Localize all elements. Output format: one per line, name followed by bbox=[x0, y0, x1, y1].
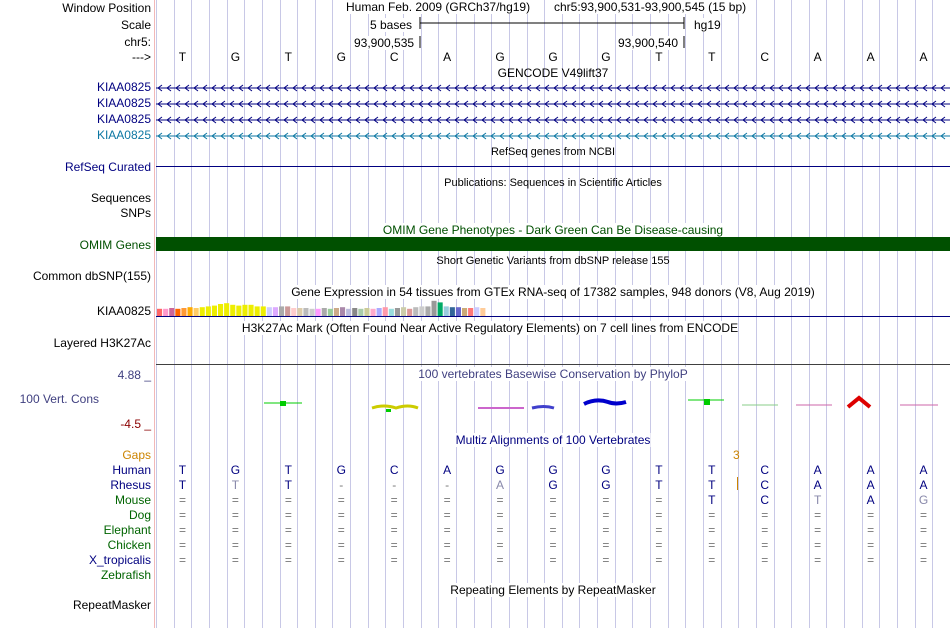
gtex-tissue-bar bbox=[291, 308, 296, 316]
alignment-base: A bbox=[866, 463, 875, 477]
alignment-base: = bbox=[920, 538, 928, 552]
alignment-base: T bbox=[284, 478, 292, 492]
alignment-base: = bbox=[284, 508, 292, 522]
gtex-tissue-bar bbox=[175, 309, 180, 316]
alignment-base: = bbox=[496, 553, 504, 567]
refseq-feature-line[interactable] bbox=[156, 166, 950, 167]
alignment-base: = bbox=[549, 523, 557, 537]
dbsnp-track-title: Short Genetic Variants from dbSNP release 155 bbox=[436, 255, 670, 267]
base-letter: A bbox=[866, 50, 875, 64]
gtex-tissue-bar bbox=[230, 305, 235, 316]
gtex-tissue-bar bbox=[249, 305, 254, 316]
alignment-base: = bbox=[920, 553, 928, 567]
alignment-base: = bbox=[390, 508, 398, 522]
base-letter: T bbox=[655, 50, 663, 64]
gencode-item-label[interactable]: KIAA0825 bbox=[96, 80, 151, 94]
window-position-label: Window Position bbox=[62, 1, 151, 15]
gaps-label: Gaps bbox=[122, 448, 151, 462]
gtex-tissue-bar bbox=[474, 307, 479, 316]
alignment-base: = bbox=[708, 538, 716, 552]
alignment-base: = bbox=[337, 538, 345, 552]
alignment-base: = bbox=[231, 493, 239, 507]
omim-feature-bar[interactable] bbox=[156, 237, 950, 251]
alignment-base: T bbox=[708, 463, 716, 477]
coord-right: 93,900,540 bbox=[618, 36, 679, 50]
refseq-track-label[interactable]: RefSeq Curated bbox=[64, 160, 151, 174]
gap-marker bbox=[737, 477, 738, 490]
repeatmasker-track-title: Repeating Elements by RepeatMasker bbox=[450, 583, 656, 597]
gtex-tissue-bar bbox=[364, 308, 369, 316]
gtex-tissue-bar bbox=[456, 307, 461, 316]
phylop-track-label[interactable]: 100 Vert. Cons bbox=[19, 392, 99, 406]
alignment-base: = bbox=[337, 523, 345, 537]
alignment-base: = bbox=[178, 508, 186, 522]
alignment-base: G bbox=[601, 478, 611, 492]
gtex-tissue-bar bbox=[395, 308, 400, 316]
gtex-tissue-bar bbox=[419, 306, 424, 316]
gtex-tissue-bar bbox=[181, 308, 186, 316]
alignment-base: = bbox=[231, 538, 239, 552]
alignment-base: = bbox=[761, 553, 769, 567]
phylop-track-title: 100 vertebrates Basewise Conservation by PhyloP bbox=[418, 367, 688, 381]
alignment-base: T bbox=[813, 493, 822, 507]
alignment-base: = bbox=[496, 538, 504, 552]
alignment-base: = bbox=[231, 523, 239, 537]
gencode-transcript bbox=[156, 101, 950, 107]
alignment-base: = bbox=[867, 523, 875, 537]
h3k27ac-track-title: H3K27Ac Mark (Often Found Near Active Regulatory Elements) on 7 cell lines from ENCODE bbox=[241, 321, 739, 335]
alignment-base: = bbox=[920, 508, 928, 522]
alignment-base: = bbox=[761, 538, 769, 552]
gtex-tissue-bar bbox=[297, 308, 302, 316]
alignment-base: = bbox=[655, 553, 663, 567]
alignment-base: = bbox=[549, 508, 557, 522]
gtex-tissue-bar bbox=[377, 308, 382, 316]
alignment-base: = bbox=[496, 493, 504, 507]
gtex-tissue-bar bbox=[224, 303, 229, 316]
gtex-tissue-bar bbox=[163, 309, 168, 316]
base-letter: G bbox=[336, 50, 346, 64]
base-letter: A bbox=[919, 50, 928, 64]
alignment-base: = bbox=[655, 523, 663, 537]
gtex-tissue-bar bbox=[303, 308, 308, 316]
alignment-base: T bbox=[655, 463, 663, 477]
alignment-base: G bbox=[230, 463, 241, 477]
alignment-base: = bbox=[549, 553, 557, 567]
alignment-base: = bbox=[284, 538, 292, 552]
gencode-item-label[interactable]: KIAA0825 bbox=[96, 128, 151, 142]
base-letter: C bbox=[389, 50, 399, 64]
alignment-base: = bbox=[867, 553, 875, 567]
alignment-base: = bbox=[814, 523, 822, 537]
phylop-logo[interactable] bbox=[156, 392, 950, 432]
gtex-tissue-bar bbox=[188, 307, 193, 316]
coord-left: 93,900,535 bbox=[354, 36, 415, 50]
gencode-transcript bbox=[156, 133, 950, 139]
alignment-base: T bbox=[231, 478, 240, 492]
gtex-tissue-bar bbox=[200, 307, 205, 316]
alignment-base: G bbox=[601, 463, 611, 477]
species-label[interactable]: Elephant bbox=[103, 523, 151, 537]
gtex-tissue-bar bbox=[255, 306, 260, 316]
phylop-mark bbox=[280, 401, 286, 406]
base-letter: G bbox=[548, 50, 558, 64]
scale-text: 5 bases bbox=[370, 18, 413, 32]
phylop-min-label: -4.5 _ bbox=[120, 417, 151, 431]
alignment-base: A bbox=[866, 493, 875, 507]
gtex-tissue-bar bbox=[383, 307, 388, 316]
gtex-tissue-bar bbox=[236, 306, 241, 316]
gtex-tissue-bar bbox=[206, 306, 211, 316]
omim-track-label[interactable]: OMIM Genes bbox=[79, 238, 151, 252]
publications-track-title: Publications: Sequences in Scientific Articles bbox=[444, 177, 662, 189]
alignment-base: = bbox=[602, 493, 610, 507]
gencode-item-label[interactable]: KIAA0825 bbox=[96, 96, 151, 110]
gtex-tissue-bar bbox=[340, 307, 345, 316]
alignment-base: A bbox=[443, 463, 452, 477]
window-position: chr5:93,900,531-93,900,545 (15 bp) bbox=[554, 0, 747, 14]
alignment-base: A bbox=[813, 463, 822, 477]
phylop-max-label: 4.88 _ bbox=[117, 368, 151, 382]
gtex-tissue-bar bbox=[261, 306, 266, 316]
species-label[interactable]: Dog bbox=[128, 508, 151, 522]
scale-label: Scale bbox=[120, 18, 151, 32]
h3k27ac-baseline bbox=[156, 364, 950, 365]
gtex-tissue-bar bbox=[194, 308, 199, 316]
gencode-features[interactable] bbox=[156, 80, 950, 150]
gtex-tissue-bar bbox=[389, 309, 394, 316]
alignment-base: = bbox=[284, 493, 292, 507]
dbsnp-track-label[interactable]: Common dbSNP(155) bbox=[32, 269, 151, 283]
track-display-area[interactable] bbox=[156, 0, 950, 628]
alignment-base: = bbox=[655, 538, 663, 552]
alignment-base: - bbox=[339, 478, 344, 492]
alignment-base: = bbox=[549, 538, 557, 552]
alignment-base: = bbox=[284, 553, 292, 567]
alignment-base: C bbox=[760, 463, 770, 477]
alignment-base: = bbox=[178, 538, 186, 552]
gtex-track-title: Gene Expression in 54 tissues from GTEx RNA-seq of 17382 samples, 948 donors (V8, Aug 2019) bbox=[291, 285, 815, 299]
alignment-base: T bbox=[284, 463, 292, 477]
base-letter: G bbox=[230, 50, 241, 64]
alignment-base: = bbox=[443, 493, 451, 507]
gtex-tissue-bar bbox=[401, 307, 406, 316]
alignment-base: - bbox=[445, 478, 450, 492]
alignment-base: T bbox=[708, 493, 716, 507]
alignment-base: = bbox=[708, 553, 716, 567]
gencode-item-label[interactable]: KIAA0825 bbox=[96, 112, 151, 126]
alignment-base: = bbox=[443, 538, 451, 552]
gtex-tissue-bar bbox=[169, 308, 174, 316]
gtex-tissue-bar bbox=[438, 302, 443, 316]
gencode-transcript bbox=[156, 85, 950, 91]
gtex-tissue-bar bbox=[425, 306, 430, 316]
alignment-base: G bbox=[548, 478, 558, 492]
alignment-base: A bbox=[919, 478, 928, 492]
gtex-tissue-bar bbox=[285, 306, 290, 316]
alignment-base: C bbox=[389, 463, 399, 477]
alignment-base: = bbox=[867, 538, 875, 552]
alignment-base: = bbox=[814, 553, 822, 567]
omim-track-title: OMIM Gene Phenotypes - Dark Green Can Be Disease-causing bbox=[382, 223, 724, 237]
gtex-track-label[interactable]: KIAA0825 bbox=[96, 304, 151, 318]
alignment-base: T bbox=[178, 478, 187, 492]
gtex-tissue-bar bbox=[480, 308, 485, 316]
alignment-base: = bbox=[178, 523, 186, 537]
alignment-base: = bbox=[284, 523, 292, 537]
alignment-base: = bbox=[390, 523, 398, 537]
alignment-base: = bbox=[602, 553, 610, 567]
repeatmasker-track-label[interactable]: RepeatMasker bbox=[72, 598, 151, 612]
strand-label: ---> bbox=[132, 50, 151, 64]
alignment-base: T bbox=[708, 478, 716, 492]
base-letter: T bbox=[708, 50, 716, 64]
phylop-mark bbox=[704, 399, 710, 405]
alignment-base: = bbox=[549, 493, 557, 507]
alignment-base: A bbox=[866, 478, 875, 492]
species-label[interactable]: Mouse bbox=[114, 493, 151, 507]
base-letter: A bbox=[443, 50, 452, 64]
gtex-tissue-bar bbox=[432, 301, 437, 316]
alignment-base: - bbox=[392, 478, 397, 492]
alignment-base: = bbox=[761, 523, 769, 537]
alignment-base: C bbox=[760, 493, 770, 507]
alignment-base: = bbox=[602, 508, 610, 522]
gtex-tissue-bar bbox=[212, 306, 217, 316]
alignment-base: = bbox=[708, 523, 716, 537]
gtex-tissue-bar bbox=[358, 309, 363, 316]
phylop-mark bbox=[386, 409, 391, 412]
alignment-base: G bbox=[918, 493, 929, 507]
gencode-track-title: GENCODE V49lift37 bbox=[497, 66, 609, 80]
multiz-track-title: Multiz Alignments of 100 Vertebrates bbox=[455, 433, 651, 447]
species-label[interactable]: Human bbox=[112, 463, 151, 477]
alignment-base: = bbox=[390, 538, 398, 552]
base-letter: T bbox=[178, 50, 187, 64]
gtex-tissue-bar bbox=[218, 304, 223, 316]
base-letter: C bbox=[760, 50, 770, 64]
gtex-tissue-bar bbox=[371, 309, 376, 316]
base-letter: G bbox=[601, 50, 611, 64]
species-label[interactable]: Zebrafish bbox=[100, 568, 151, 582]
gtex-tissue-bar bbox=[462, 308, 467, 316]
gtex-tissue-bar bbox=[310, 309, 315, 316]
gtex-tissue-bar bbox=[157, 309, 162, 316]
species-label[interactable]: X_tropicalis bbox=[88, 553, 151, 567]
snps-track-label[interactable]: SNPs bbox=[120, 206, 151, 220]
alignment-base: = bbox=[602, 538, 610, 552]
alignment-base: G bbox=[336, 463, 346, 477]
gtex-tissue-bar bbox=[328, 309, 333, 316]
alignment-base: = bbox=[708, 508, 716, 522]
gtex-tissue-bar bbox=[407, 309, 412, 316]
alignment-base: = bbox=[655, 508, 663, 522]
alignment-base: = bbox=[178, 493, 186, 507]
alignment-base: A bbox=[813, 478, 822, 492]
gtex-tissue-bar bbox=[273, 307, 278, 316]
alignment-base: = bbox=[443, 508, 451, 522]
gtex-tissue-bar bbox=[334, 308, 339, 316]
alignment-base: = bbox=[337, 553, 345, 567]
base-letter: A bbox=[813, 50, 822, 64]
alignment-base: = bbox=[390, 493, 398, 507]
alignment-base: = bbox=[602, 523, 610, 537]
alignment-base: G bbox=[548, 463, 558, 477]
gtex-tissue-bar bbox=[322, 308, 327, 316]
alignment-base: = bbox=[814, 508, 822, 522]
alignment-base: = bbox=[443, 523, 451, 537]
alignment-base: = bbox=[337, 508, 345, 522]
gtex-tissue-bar bbox=[468, 308, 473, 316]
alignment-base: = bbox=[655, 493, 663, 507]
db-name: hg19 bbox=[694, 18, 721, 32]
gtex-tissue-bar bbox=[279, 306, 284, 316]
assembly-title: Human Feb. 2009 (GRCh37/hg19) bbox=[346, 0, 531, 14]
gtex-tissue-bar bbox=[352, 308, 357, 316]
alignment-base: = bbox=[496, 523, 504, 537]
alignment-base: = bbox=[496, 508, 504, 522]
publications-track-label[interactable]: Sequences bbox=[90, 191, 151, 205]
species-label[interactable]: Rhesus bbox=[110, 478, 151, 492]
base-letter: T bbox=[284, 50, 292, 64]
alignment-base: = bbox=[390, 553, 398, 567]
gtex-tissue-bar bbox=[444, 306, 449, 316]
alignment-base: A bbox=[919, 463, 928, 477]
alignment-base: = bbox=[443, 553, 451, 567]
base-letter: G bbox=[495, 50, 505, 64]
alignment-base: = bbox=[920, 523, 928, 537]
gtex-tissue-bar bbox=[267, 307, 272, 316]
chrom-label: chr5: bbox=[124, 35, 151, 49]
h3k27ac-track-label[interactable]: Layered H3K27Ac bbox=[53, 336, 151, 350]
gtex-tissue-bar bbox=[242, 305, 247, 316]
refseq-track-title: RefSeq genes from NCBI bbox=[490, 146, 616, 158]
gencode-transcript bbox=[156, 117, 950, 123]
alignment-base: A bbox=[496, 478, 505, 492]
alignment-base: T bbox=[655, 478, 663, 492]
gtex-tissue-bar bbox=[450, 307, 455, 316]
alignment-base: = bbox=[867, 508, 875, 522]
gtex-gene-line bbox=[156, 316, 950, 317]
alignment-base: C bbox=[760, 478, 770, 492]
alignment-base: = bbox=[337, 493, 345, 507]
alignment-base: = bbox=[761, 508, 769, 522]
track-label-pane bbox=[0, 0, 155, 628]
species-label[interactable]: Chicken bbox=[107, 538, 151, 552]
gtex-tissue-bar bbox=[413, 307, 418, 316]
alignment-base: = bbox=[814, 538, 822, 552]
alignment-base: = bbox=[178, 553, 186, 567]
alignment-base: T bbox=[178, 463, 187, 477]
alignment-base: = bbox=[231, 553, 239, 567]
gtex-tissue-bar bbox=[316, 309, 321, 316]
alignment-base: = bbox=[231, 508, 239, 522]
alignment-base: G bbox=[495, 463, 505, 477]
gtex-tissue-bar bbox=[346, 309, 351, 316]
gap-count: 3 bbox=[733, 448, 740, 462]
